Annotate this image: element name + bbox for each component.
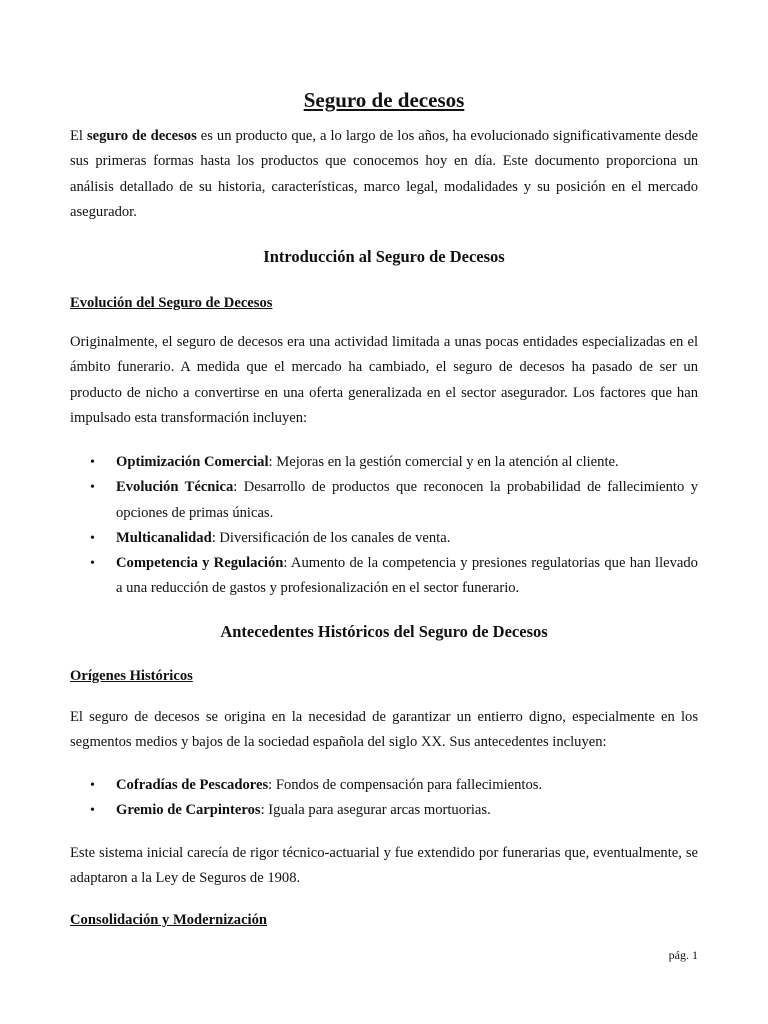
intro-paragraph: [70, 124, 698, 225]
section2-paragraph: El seguro de decesos se origina en la necesidad de garantizar un entierro digno, especialmente en los segmentos medios y bajos de la sociedad española del siglo XX. Sus antecedentes incluyen:: [70, 709, 698, 751]
page-number: pág. 1: [668, 948, 698, 962]
bullet-glyph: •: [90, 778, 95, 793]
list-item-text: : Diversificación de los canales de venta.: [211, 529, 451, 546]
document-title: Seguro de decesos: [303, 88, 465, 112]
section2-subheading: Orígenes Históricos: [70, 668, 193, 684]
list-item: [70, 450, 698, 475]
list-item-text: : Iguala para asegurar arcas mortuorias.: [260, 802, 491, 819]
bullet-glyph: •: [90, 455, 95, 470]
list-item-term: Multicanalidad: [116, 529, 212, 546]
list-item-text: : Desarrollo de productos que reconocen la probabilidad de fallecimiento y opciones de primas únicas.: [116, 479, 699, 521]
document-page: [70, 0, 698, 1024]
list-item-text: : Aumento de la competencia y presiones regulatorias que han llevado a una reducción de gastos y profesionalización en el sector funerario.: [116, 555, 698, 597]
section2-heading: Antecedentes Históricos del Seguro de Decesos: [220, 622, 548, 641]
list-item: [70, 798, 698, 823]
bullet-glyph: •: [90, 556, 95, 572]
intro-post: es un producto que, a lo largo de los años, ha evolucionado significativamente desde sus primeras formas hasta los productos que conocemos hoy en día. Este documento proporciona un análisis detallado de su historia, características, marco legal, modalidades y su posición en el mercado asegurador.: [70, 128, 698, 220]
section1-heading: Introducción al Seguro de Decesos: [263, 247, 505, 266]
list-item-text: : Fondos de compensación para fallecimientos.: [268, 777, 543, 793]
list-item-text: : Mejoras en la gestión comercial y en la atención al cliente.: [268, 454, 619, 470]
list-item-term: Optimización Comercial: [116, 454, 269, 470]
bullet-glyph: •: [90, 530, 95, 546]
intro-bold-term: seguro de decesos: [86, 128, 197, 144]
list-item-term: Cofradías de Pescadores: [116, 777, 269, 793]
section1-factor-list: [70, 450, 698, 602]
list-item: [70, 773, 698, 798]
bullet-glyph: •: [90, 480, 95, 496]
list-item-term: Competencia y Regulación: [116, 555, 284, 572]
list-item: [70, 475, 698, 526]
list-item-term: Evolución Técnica: [116, 479, 234, 496]
list-item: [70, 551, 698, 602]
section1-paragraph: Originalmente, el seguro de decesos era una actividad limitada a unas pocas entidades especializadas en el ámbito funerario. A medida que el mercado ha cambiado, el seguro de decesos ha pasado de ser un producto de nicho a convertirse en una oferta generalizada en el sector asegurador. Los factores que han impulsado esta transformación incluyen:: [70, 334, 698, 426]
list-item: [70, 526, 698, 551]
intro-pre: El: [70, 128, 87, 144]
section2-closing-paragraph: Este sistema inicial carecía de rigor técnico-actuarial y fue extendido por funerarias que, eventualmente, se adaptaron a la Ley de Seguros de 1908.: [70, 845, 698, 887]
bullet-glyph: •: [90, 803, 95, 819]
section2-subheading-2: Consolidación y Modernización: [70, 912, 268, 928]
section2-antecedents-list: [70, 773, 698, 824]
section1-subheading: Evolución del Seguro de Decesos: [70, 295, 273, 311]
list-item-term: Gremio de Carpinteros: [116, 802, 261, 819]
